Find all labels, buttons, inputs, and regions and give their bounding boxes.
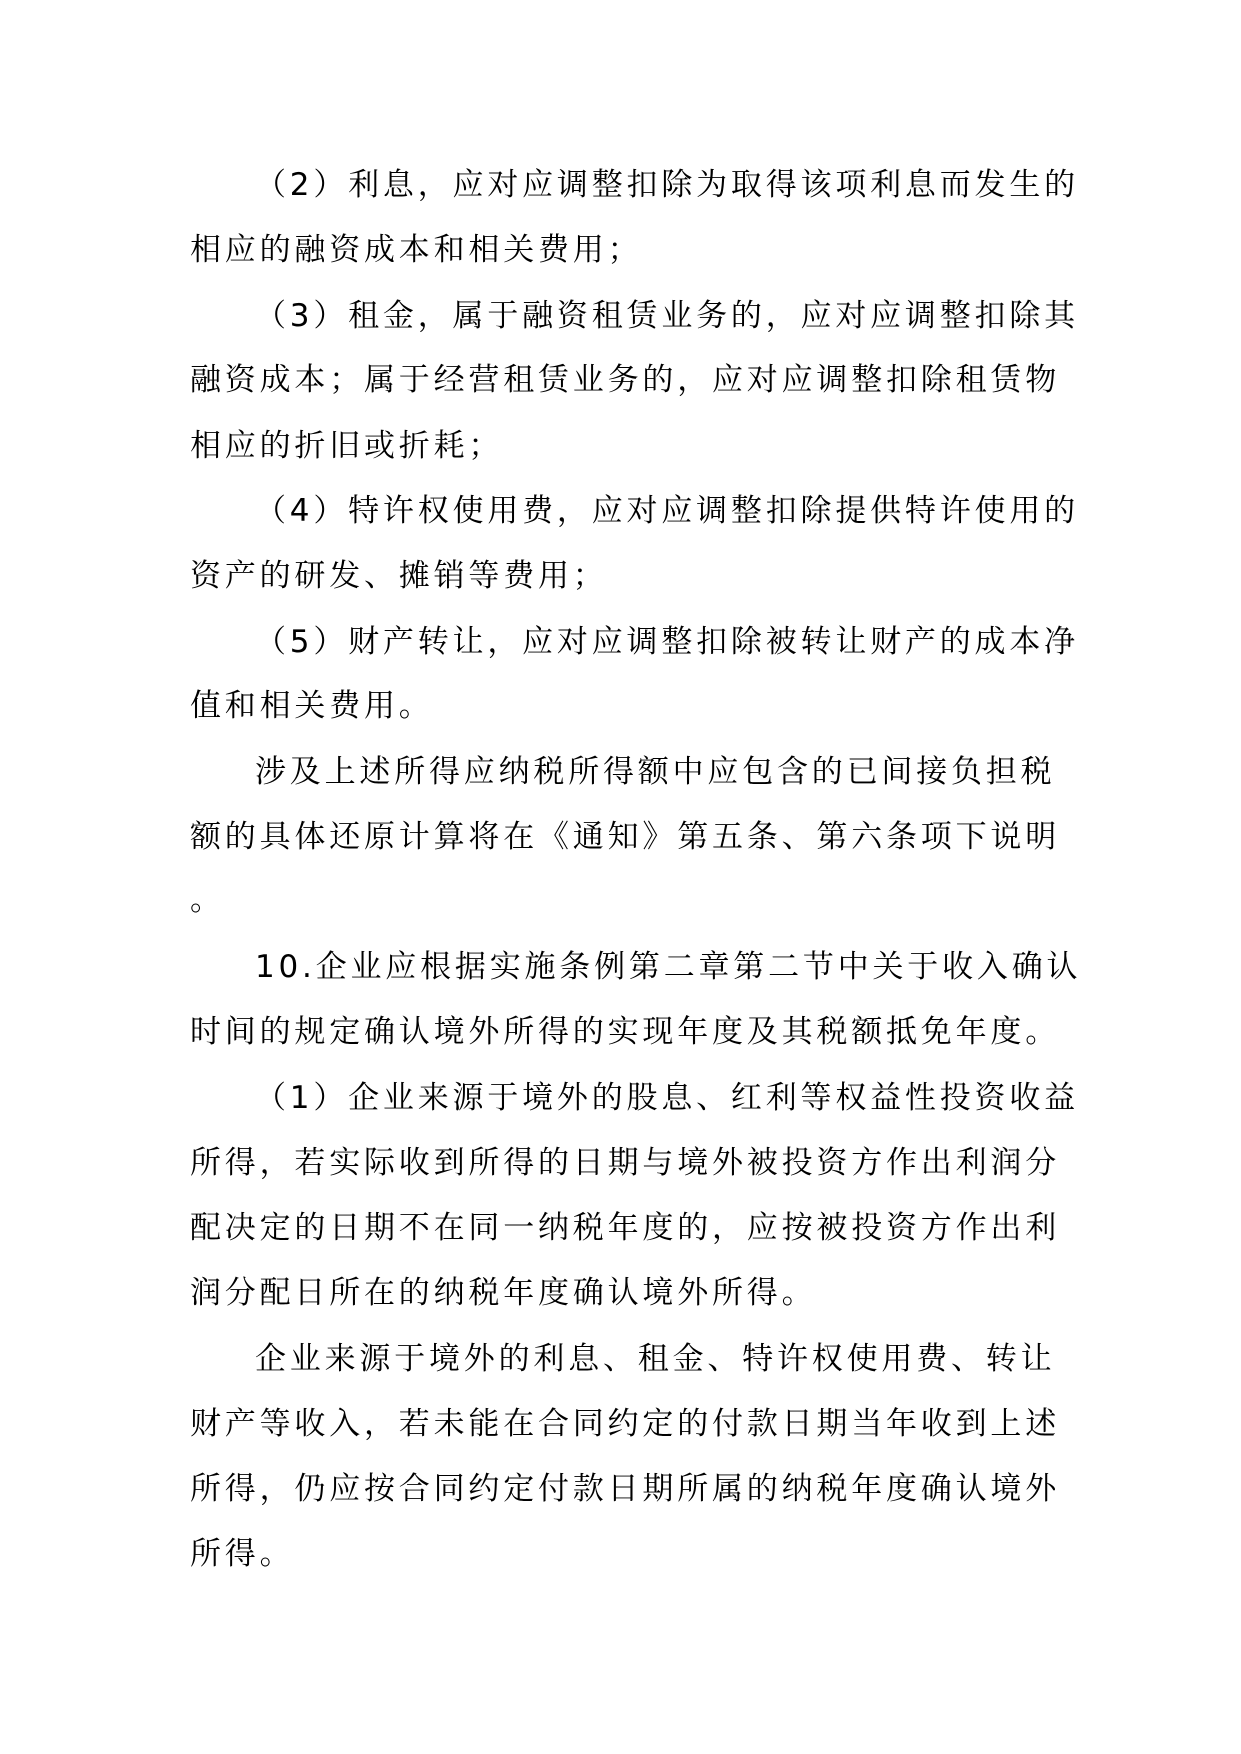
text-line: （3）租金，属于融资租赁业务的，应对应调整扣除其 <box>255 298 1079 334</box>
text-line: 所得。 <box>190 1536 295 1572</box>
text-line: 企业来源于境外的利息、租金、特许权使用费、转让 <box>255 1341 1056 1377</box>
text-line: 融资成本；属于经营租赁业务的，应对应调整扣除租赁物 <box>190 362 1060 398</box>
text-line: 相应的折旧或折耗； <box>190 428 504 464</box>
text-line: 时间的规定确认境外所得的实现年度及其税额抵免年度。 <box>190 1014 1060 1050</box>
text-line: 涉及上述所得应纳税所得额中应包含的已间接负担税 <box>255 754 1056 790</box>
text-line: （1）企业来源于境外的股息、红利等权益性投资收益 <box>255 1080 1079 1116</box>
text-line: 值和相关费用。 <box>190 688 434 724</box>
text-line: 财产等收入，若未能在合同约定的付款日期当年收到上述 <box>190 1406 1060 1442</box>
text-line: 10.企业应根据实施条例第二章第二节中关于收入确认 <box>255 949 1082 985</box>
text-line: 相应的融资成本和相关费用； <box>190 232 643 268</box>
text-line: 润分配日所在的纳税年度确认境外所得。 <box>190 1275 817 1311</box>
text-line: 额的具体还原计算将在《通知》第五条、第六条项下说明 <box>190 819 1060 855</box>
text-line: 所得，若实际收到所得的日期与境外被投资方作出利润分 <box>190 1145 1060 1181</box>
text-line: 配决定的日期不在同一纳税年度的，应按被投资方作出利 <box>190 1210 1060 1246</box>
text-line: （5）财产转让，应对应调整扣除被转让财产的成本净 <box>255 624 1079 660</box>
text-line: （2）利息，应对应调整扣除为取得该项利息而发生的 <box>255 167 1079 203</box>
text-line: 。 <box>190 882 225 918</box>
text-line: 所得，仍应按合同约定付款日期所属的纳税年度确认境外 <box>190 1471 1060 1507</box>
text-line: （4）特许权使用费，应对应调整扣除提供特许使用的 <box>255 493 1079 529</box>
text-line: 资产的研发、摊销等费用； <box>190 558 608 594</box>
